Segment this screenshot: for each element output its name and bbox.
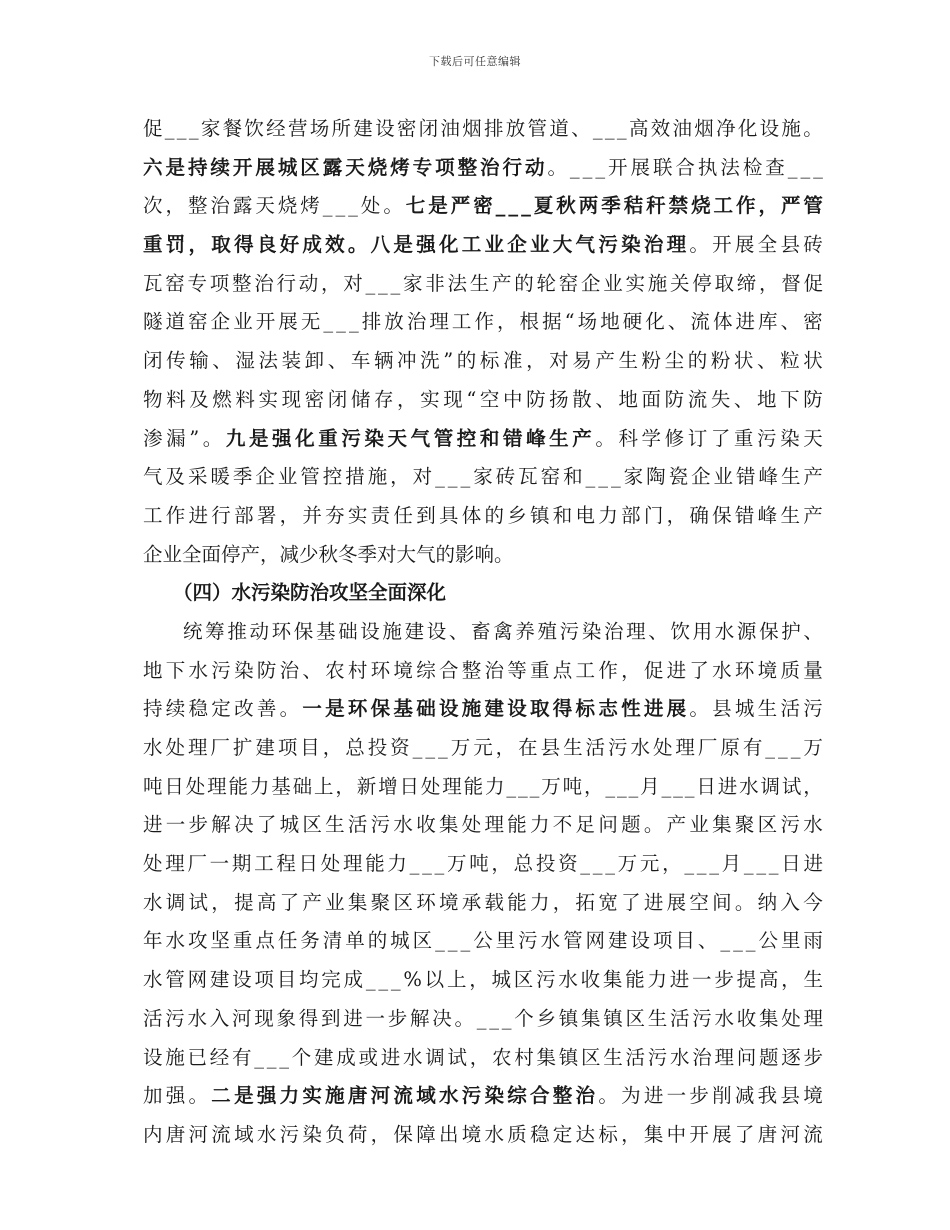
text-line: 持 续 稳 定 改 善 。 一 是 环 保 基 础 设 施 建 设 取 得 标 志 性 进 展 。 县 城 生 活 污	[143, 697, 823, 721]
text-line: 地 下 水 污 染 防 治 、 农 村 环 境 综 合 整 治 等 重 点 工 作 ， 促 进 了 水 环 境 质 量	[143, 658, 823, 682]
text-line: 年 水 攻 坚 重 点 任 务 清 单 的 城 区 _ _ _ 公 里 污 水 管 网 建 设 项 目 、 _ _ _ 公 里 雨	[143, 929, 823, 953]
text-line: 统 筹 推 动 环 保 基 础 设 施 建 设 、 畜 禽 养 殖 污 染 治 理 、 饮 用 水 源 保 护 、	[183, 619, 823, 643]
text-line: 次 ， 整 治 露 天 烧 烤 _ _ _ 处 。 七 是 严 密 _ _ _ 夏 秋 两 季 秸 秆 禁 烧 工 作 ， 严 管	[143, 194, 823, 218]
text-line: 设 施 已 经 有 _ _ _ 个 建 成 或 进 水 调 试 ， 农 村 集 镇 区 生 活 污 水 治 理 问 题 逐 步	[143, 1045, 823, 1069]
text-line: 水 管 网 建 设 项 目 均 完 成 _ _ _ % 以 上 ， 城 区 污 水 收 集 能 力 进 一 步 提 高 ， 生	[143, 968, 823, 992]
text-line: 加 强 。 二 是 强 力 实 施 唐 河 流 域 水 污 染 综 合 整 治 。 为 进 一 步 削 减 我 县 境	[143, 1084, 823, 1108]
text-line: 促 _ _ _ 家 餐 饮 经 营 场 所 建 设 密 闭 油 烟 排 放 管 道 、 _ _ _ 高 效 油 烟 净 化 设 施 。	[143, 117, 823, 140]
text-line: 重 罚 ， 取 得 良 好 成 效 。 八 是 强 化 工 业 企 业 大 气 污 染 治 理 。 开 展 全 县 砖	[143, 233, 823, 257]
text-line: 物 料 及 燃 料 实 现 密 闭 储 存 ， 实 现 “ 空 中 防 扬 散 、 地 面 防 流 失 、 地 下 防	[143, 387, 823, 411]
text-line: 闭 传 输 、 湿 法 装 卸 、 车 辆 冲 洗 ” 的 标 准 ， 对 易 产 生 粉 尘 的 粉 状 、 粒 状	[143, 349, 823, 373]
text-line: 进 一 步 解 决 了 城 区 生 活 污 水 收 集 处 理 能 力 不 足 问 题 。 产 业 集 聚 区 污 水	[143, 813, 823, 837]
document-body	[143, 110, 823, 1155]
text-line: 瓦 窑 专 项 整 治 行 动 ， 对 _ _ _ 家 非 法 生 产 的 轮 窑 企 业 实 施 关 停 取 缔 ， 督 促	[143, 271, 823, 295]
text-line: 气 及 采 暖 季 企 业 管 控 措 施 ， 对 _ _ _ 家 砖 瓦 窑 和 _ _ _ 家 陶 瓷 企 业 错 峰 生 产	[143, 465, 823, 489]
text-line: 内 唐 河 流 域 水 污 染 负 荷 ， 保 障 出 境 水 质 稳 定 达 标 ， 集 中 开 展 了 唐 河 流	[143, 1122, 823, 1146]
text-line: 工 作 进 行 部 署 ， 并 夯 实 责 任 到 具 体 的 乡 镇 和 电 力 部 门 ， 确 保 错 峰 生 产	[143, 503, 823, 527]
text-line: 水 调 试 ， 提 高 了 产 业 集 聚 区 环 境 承 载 能 力 ， 拓 宽 了 进 展 空 间 。 纳 入 今	[143, 890, 823, 914]
text-line: 企业全面停产，减少秋冬季对大气的影响。	[143, 542, 514, 566]
text-line: 活 污 水 入 河 现 象 得 到 进 一 步 解 决 。 _ _ _ 个 乡 镇 集 镇 区 生 活 污 水 收 集 处 理	[143, 1006, 823, 1030]
text-line: 六 是 持 续 开 展 城 区 露 天 烧 烤 专 项 整 治 行 动 。 _ _ _ 开 展 联 合 执 法 检 查 _ _ _	[143, 155, 823, 179]
text-line: 隧 道 窑 企 业 开 展 无 _ _ _ 排 放 治 理 工 作 ， 根 据 “ 场 地 硬 化 、 流 体 进 库 、 密	[143, 310, 823, 334]
text-line: 吨 日 处 理 能 力 基 础 上 ， 新 增 日 处 理 能 力 _ _ _ 万 吨 ， _ _ _ 月 _ _ _ 日 进 水 调 试 ，	[143, 774, 823, 798]
section-heading: （四）水污染防治攻坚全面深化	[173, 581, 447, 605]
page-header: 下载后可任意编辑	[429, 55, 521, 68]
text-line: 渗 漏 ” 。 九 是 强 化 重 污 染 天 气 管 控 和 错 峰 生 产 。 科 学 修 订 了 重 污 染 天	[143, 426, 823, 450]
text-line: 水 处 理 厂 扩 建 项 目 ， 总 投 资 _ _ _ 万 元 ， 在 县 生 活 污 水 处 理 厂 原 有 _ _ _ 万	[143, 736, 823, 759]
text-line: 处 理 厂 一 期 工 程 日 处 理 能 力 _ _ _ 万 吨 ， 总 投 资 _ _ _ 万 元 ， _ _ _ 月 _ _ _ 日 进	[143, 852, 823, 876]
